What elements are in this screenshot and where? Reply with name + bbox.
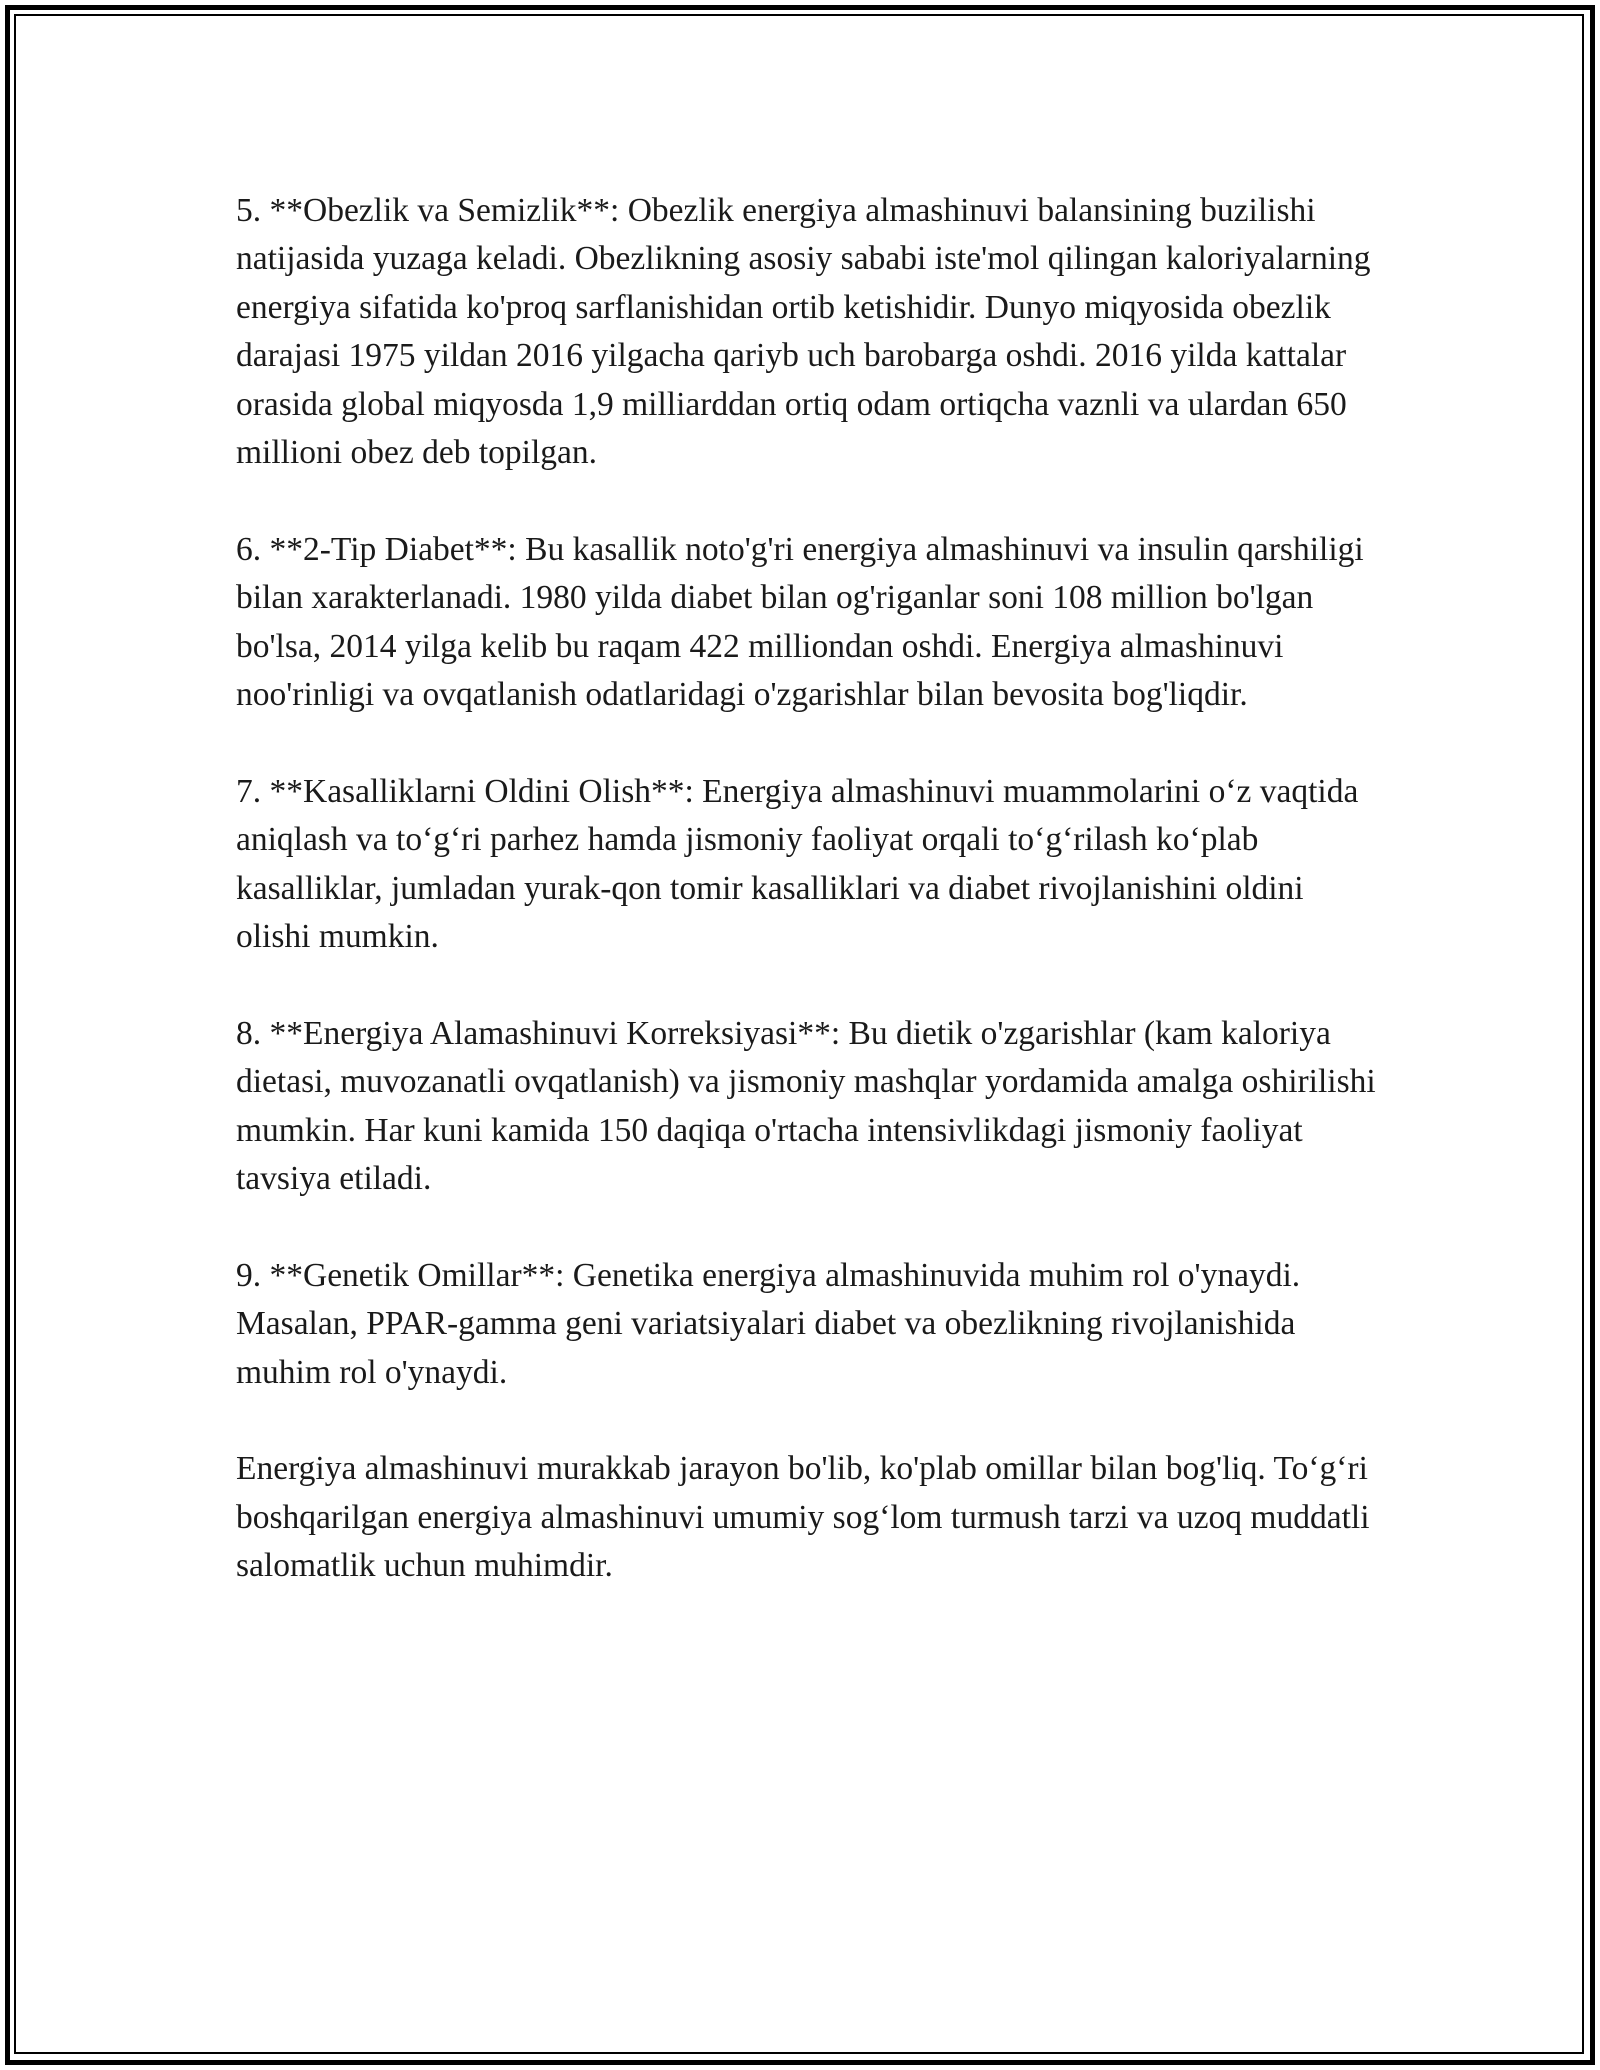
document-body [236, 187, 1376, 1591]
paragraph-energy-correction: 8. **Energiya Alamashinuvi Korreksiyasi**: Bu dietik o'zgarishlar (kam kaloriya dietasi, muvozanatli ovqatlanish) va jismoniy mashqlar yordamida amalga oshirilishi mumkin. Har kuni kamida 150 daqiqa o'rtacha intensivlikdagi jismoniy faoliyat tavsiya etiladi. [236, 1014, 1376, 1198]
paragraph-disease-prevention: 7. **Kasalliklarni Oldini Olish**: Energiya almashinuvi muammolarini o‘z vaqtida aniqlash va to‘g‘ri parhez hamda jismoniy faoliyat orqali to‘g‘rilash ko‘plab kasalliklar, jumladan yurak-qon tomir kasalliklari va diabet rivojlanishini oldini olishi mumkin. [236, 772, 1359, 956]
paragraph-genetic-factors: 9. **Genetik Omillar**: Genetika energiya almashinuvida muhim rol o'ynaydi. Masalan, PPAR-gamma geni variatsiyalari diabet va obezlikning rivojlanishida muhim rol o'ynaydi. [236, 1256, 1301, 1391]
paragraph-obesity: 5. **Obezlik va Semizlik**: Obezlik energiya almashinuvi balansining buzilishi natijasida yuzaga keladi. Obezlikning asosiy sababi iste'mol qilingan kaloriyalarning energiya sifatida ko'proq sarflanishidan ortib ketishidir. Dunyo miqyosida obezlik darajasi 1975 yildan 2016 yilgacha qariyb uch barobarga oshdi. 2016 yilda kattalar orasida global miqyosda 1,9 milliarddan ortiq odam ortiqcha vaznli va ulardan 650 millioni obez deb topilgan. [236, 192, 1371, 472]
paragraph-type2-diabetes: 6. **2-Tip Diabet**: Bu kasallik noto'g'ri energiya almashinuvi va insulin qarshiligi bilan xarakterlanadi. 1980 yilda diabet bilan og'riganlar soni 108 million bo'lgan bo'lsa, 2014 yilga kelib bu raqam 422 milliondan oshdi. Energiya almashinuvi noo'rinligi va ovqatlanish odatlaridagi o'zgarishlar bilan bevosita bog'liqdir. [236, 530, 1364, 714]
paragraph-conclusion: Energiya almashinuvi murakkab jarayon bo'lib, ko'plab omillar bilan bog'liq. To‘g‘ri boshqarilgan energiya almashinuvi umumiy sog‘lom turmush tarzi va uzoq muddatli salomatlik uchun muhimdir. [236, 1450, 1370, 1585]
